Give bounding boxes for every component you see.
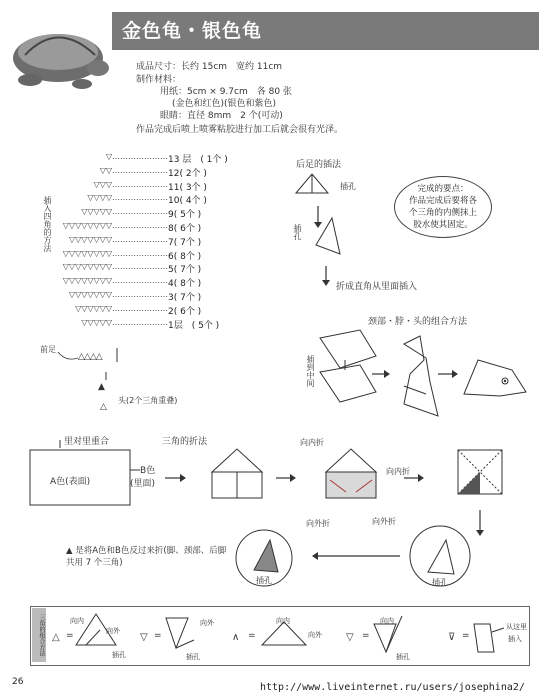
layer-row-count: 11( 3个 )	[168, 182, 207, 193]
svg-text:▽: ▽	[140, 632, 148, 643]
layer-row-count: 1层 ( 5个 )	[168, 320, 220, 331]
head-triangle-top: ▲	[98, 382, 105, 392]
svg-text:=: =	[66, 631, 74, 641]
tip-line-1: 完成的要点：	[417, 184, 469, 194]
layer-row-triangles: ▽▽▽▽▽▽▽▽…………………	[62, 248, 168, 258]
layer-row-triangles: ▽…………………	[105, 152, 168, 161]
svg-text:⊽: ⊽	[448, 632, 456, 643]
strip-in-2: 向外	[200, 619, 214, 627]
fold-title: 三角的折法	[162, 437, 208, 447]
front-leg-triangles: △△△△	[78, 352, 102, 362]
strip-out-2: 向外	[308, 631, 322, 639]
spec-size: 成品尺寸：长约 15cm 宽约 11cm	[136, 62, 283, 72]
strip-in-1: 向内	[70, 617, 84, 625]
page-title: 金色龟・银色龟	[122, 20, 263, 42]
tip-line-2: 作品完成后要将各	[408, 196, 477, 206]
svg-text:▽: ▽	[346, 632, 354, 643]
neck-title: 颈部・脖・头的组合方法	[368, 317, 468, 327]
strip-from-here: 从这里	[506, 623, 527, 631]
spec-eyes: 眼睛：直径 8mm 2 个(可动)	[160, 111, 283, 121]
insert-label-b: 插孔	[432, 578, 448, 587]
svg-text:△: △	[52, 632, 60, 643]
out-fold-label-1: 向外折	[306, 519, 330, 528]
strip-insert-3: 插孔	[396, 653, 410, 661]
assembly-strip-label: 三角的组合方法	[32, 608, 46, 662]
hind-fold-note: 折成直角从里面插入	[336, 282, 418, 292]
strip-in-3: 向内	[276, 617, 290, 625]
hind-insert-1: 插孔	[340, 182, 356, 191]
a-color-label: A色(表面)	[50, 477, 91, 487]
strip-insert-1: 插孔	[112, 651, 126, 659]
hind-insert-2: 插孔	[293, 224, 302, 240]
in-fold-label-1: 向内折	[300, 438, 324, 447]
layer-row-count: 13 层 ( 1个 )	[168, 155, 228, 165]
layer-row-count: 6( 8个 )	[168, 251, 202, 262]
layer-row-count: 8( 6个 )	[168, 224, 202, 234]
inside-fold-label: 里对里重合	[64, 437, 110, 447]
layer-row-triangles: ▽▽▽▽▽▽…………………	[75, 303, 168, 313]
layer-row-triangles: ▽▽▽▽…………………	[87, 193, 168, 203]
layer-row-triangles: ▽▽…………………	[99, 165, 168, 175]
layer-row-count: 7( 7个 )	[168, 237, 202, 248]
svg-text:∧: ∧	[232, 632, 240, 643]
layer-row-triangles: ▽▽▽…………………	[93, 179, 168, 189]
in-fold-label-2: 向内折	[386, 467, 410, 476]
layer-row-count: 10( 4个 )	[168, 196, 207, 207]
neck-insert-label: 插到中间	[306, 355, 315, 387]
layer-row-count: 9( 5个 )	[168, 210, 202, 221]
layer-row-count: 4( 8个 )	[168, 279, 202, 290]
tip-line-3: 个三角的内侧抹上	[408, 208, 477, 218]
tip-line-4: 胶水使其固定。	[413, 220, 473, 230]
reverse-fold-note: ▲ 是将A色和B色反过来折(脚、颈部、后脚共用 7 个三角)	[66, 546, 227, 568]
svg-text:=: =	[362, 631, 370, 641]
spec-paper-colors: (金色和红色)(银色和紫色)	[172, 99, 277, 109]
layer-row-count: 3( 7个 )	[168, 293, 202, 303]
front-leg-label: 前足	[40, 345, 56, 354]
strip-insert-word: 插入	[508, 635, 522, 643]
insert-label-a: 插孔	[256, 576, 272, 585]
layer-row-triangles: ▽▽▽▽▽▽▽…………………	[68, 234, 168, 244]
source-url: http://www.liveinternet.ru/users/josephina2/	[260, 682, 525, 693]
insert-method-label: 插入四角的方法	[43, 196, 52, 252]
svg-text:=: =	[248, 631, 256, 641]
layer-row-triangles: ▽▽▽▽▽…………………	[81, 317, 168, 327]
layer-row-triangles: ▽▽▽▽▽…………………	[81, 207, 168, 217]
hind-leg-title: 后足的插法	[296, 160, 342, 170]
layer-row-triangles: ▽▽▽▽▽▽▽▽…………………	[62, 221, 168, 230]
svg-text:=: =	[462, 631, 470, 641]
head-triangle-bottom: △	[100, 402, 107, 412]
layer-row-triangles: ▽▽▽▽▽▽▽▽…………………	[62, 276, 168, 286]
page-number: 26	[12, 677, 24, 687]
b-color-label-2: (里面)	[130, 479, 156, 489]
head-note: 头(2个三角重叠)	[118, 396, 178, 405]
strip-in-4: 向内	[380, 617, 394, 625]
layer-row-count: 12( 2个 )	[168, 168, 207, 179]
b-color-label: B色	[140, 466, 156, 476]
strip-out-1: 向外	[106, 627, 120, 635]
layer-row-triangles: ▽▽▽▽▽▽▽…………………	[68, 290, 168, 299]
spec-materials: 制作材料：	[136, 75, 182, 85]
svg-text:=: =	[154, 631, 162, 641]
layer-row-triangles: ▽▽▽▽▽▽▽▽…………………	[62, 262, 168, 272]
spec-paper: 用纸：5cm × 9.7cm 各 80 张	[160, 87, 292, 97]
layer-row-count: 5( 7个 )	[168, 265, 202, 276]
out-fold-label-2: 向外折	[372, 517, 396, 526]
strip-insert-2: 插孔	[186, 653, 200, 661]
spec-note: 作品完成后喷上喷雾粘胶进行加工后就会很有光泽。	[136, 125, 344, 135]
layer-row-count: 2( 6个 )	[168, 306, 202, 317]
